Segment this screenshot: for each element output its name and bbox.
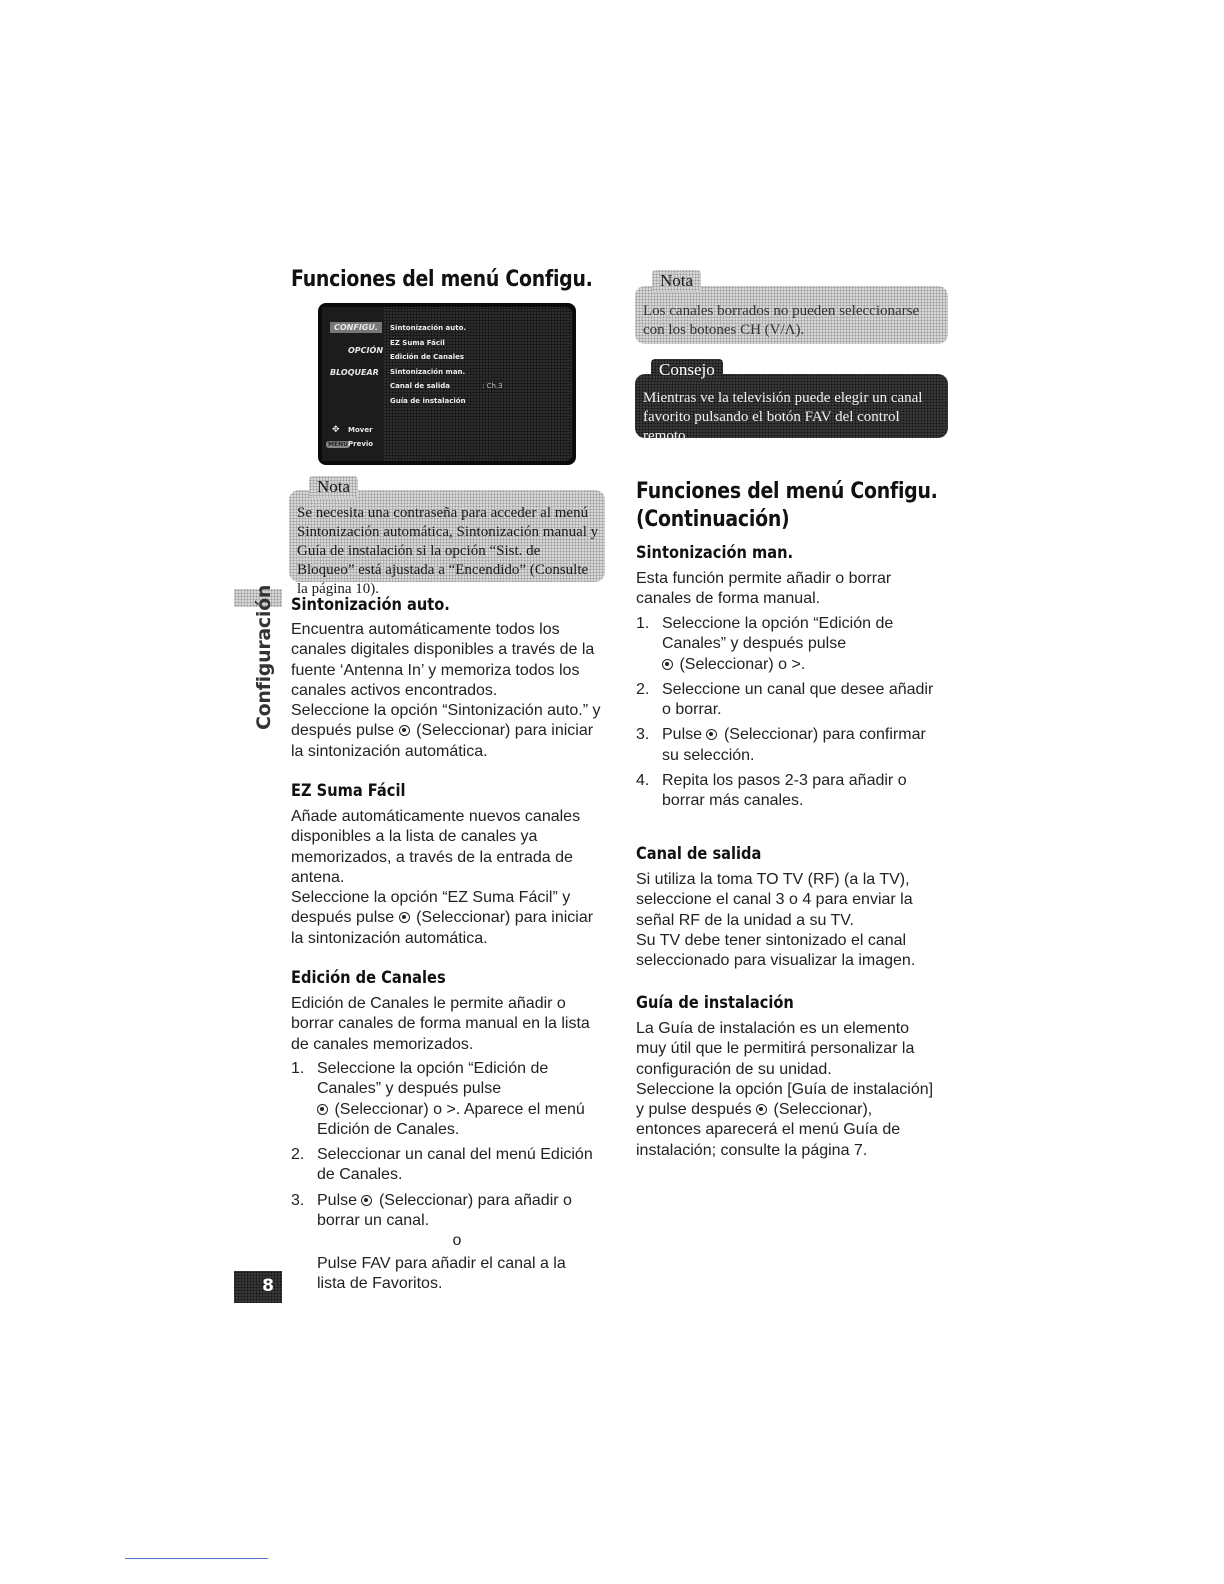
install-guide-heading: Guía de instalación <box>636 993 794 1013</box>
note-text-right: Los canales borrados no pueden seleccionarse con los botones CH (V/Λ). <box>643 303 920 338</box>
select-button-icon <box>756 1104 767 1115</box>
channel-edit-heading: Edición de Canales <box>291 968 446 988</box>
osd-menu-item: Edición de Canales <box>390 353 465 362</box>
auto-tuning-heading: Sintonización auto. <box>291 595 450 615</box>
list-item: 3. Pulse (Seleccionar) para confirmar su selección. <box>636 726 926 764</box>
tip-tag: Consejo <box>651 359 723 381</box>
output-channel-text: Si utiliza la toma TO TV (RF) (a la TV), seleccione el canal 3 o 4 para enviar la señal RF de la unidad a su TV. Su TV debe tener sintonizado el canal seleccionado para visualizar la imagen. <box>636 871 916 970</box>
move-icon: ✥ <box>332 425 340 435</box>
osd-menu-item: EZ Suma Fácil <box>390 338 445 347</box>
osd-menu-list <box>390 321 466 409</box>
select-button-icon <box>361 1195 372 1206</box>
section-side-label: Configuración <box>253 584 275 730</box>
list-item: 1. Seleccione la opción “Edición de Canales” y después pulse (Seleccionar) o >. Aparece el menú Edición de Canales. <box>291 1060 585 1138</box>
channel-edit-steps <box>291 1059 603 1299</box>
osd-tab-configu: CONFIGU. <box>330 322 382 333</box>
osd-prev-label: Previo <box>348 440 374 448</box>
note-tag-right: Nota <box>652 270 701 292</box>
osd-menu-item: Sintonización auto. <box>390 324 467 332</box>
ez-add-text: Añade automáticamente nuevos canales disponibles a la lista de canales ya memorizados, a través de la entrada de antena. Seleccione la opción “EZ Suma Fácil” y después pulse (Seleccionar) para iniciar la sintonización automática. <box>291 808 594 947</box>
osd-menu-item: Canal de salida <box>390 382 451 391</box>
select-button-icon <box>399 912 410 923</box>
page-title: Funciones del menú Configu. <box>291 267 593 292</box>
select-button-icon <box>662 659 673 670</box>
osd-menu-item: Sintonización man. <box>390 367 466 376</box>
osd-tab-opcion: OPCIÓN <box>348 346 384 355</box>
footer-rule <box>125 1558 268 1559</box>
tip-text: Mientras ve la televisión puede elegir un canal favorito pulsando el botón FAV del control remoto. <box>643 390 923 444</box>
note-tag: Nota <box>309 476 358 498</box>
osd-menu-screenshot <box>318 303 576 465</box>
manual-tuning-text: Esta función permite añadir o borrar canales de forma manual. <box>636 570 892 608</box>
install-guide-text: La Guía de instalación es un elemento muy útil que le permitirá personalizar la configuración de su unidad. Seleccione la opción [Guía de instalación] y pulse después (Seleccionar), entonces aparecerá el menú Guía de instalación; consulte la página 7. <box>636 1020 934 1159</box>
osd-move-label: Mover <box>348 426 373 434</box>
list-item: 2. Seleccione un canal que desee añadir o borrar. <box>636 680 934 719</box>
manual-tuning-steps <box>636 614 946 817</box>
list-item: 1. Seleccione la opción “Edición de Canales” y después pulse (Seleccionar) o >. <box>636 615 894 673</box>
channel-edit-text: Edición de Canales le permite añadir o borrar canales de forma manual en la lista de canales memorizados. <box>291 995 590 1053</box>
fav-text: Pulse FAV para añadir el canal a la lista de Favoritos. <box>317 1254 566 1292</box>
list-item: 2. Seleccionar un canal del menú Edición de Canales. <box>291 1146 593 1184</box>
osd-menu-value: : Ch.3 <box>482 382 503 390</box>
select-button-icon <box>317 1104 328 1115</box>
menu-button-icon: MENU <box>328 441 348 448</box>
select-button-icon <box>399 725 410 736</box>
select-button-icon <box>706 729 717 740</box>
page-number-badge: 8 <box>234 1271 282 1303</box>
ez-add-heading: EZ Suma Fácil <box>291 781 406 801</box>
manual-tuning-heading: Sintonización man. <box>636 543 794 563</box>
section-title-continued: Funciones del menú Configu. (Continuación) <box>636 479 938 532</box>
list-item: 3. Pulse (Seleccionar) para añadir o borrar un canal. o Pulse FAV para añadir el canal a la lista de Favoritos. <box>291 1191 603 1294</box>
auto-tuning-text: Encuentra automáticamente todos los canales digitales disponibles a través de la fuente ‘Antenna In’ y memoriza todos los canales activos encontrados. Seleccione la opción “Sintonización auto.” y después pulse (Seleccionar) para iniciar la sintonización automática. <box>291 621 601 760</box>
osd-menu-item: Guía de instalación <box>390 396 466 405</box>
osd-tab-bloquear: BLOQUEAR <box>330 368 379 377</box>
or-text: o <box>452 1232 462 1250</box>
output-channel-heading: Canal de salida <box>636 844 762 864</box>
note-text: Se necesita una contraseña para acceder al menú Sintonización automática, Sintonización manual y Guía de instalación si la opción “Sist. de Bloqueo” está ajustada a “Encendido” (Consulte la página 10). <box>297 505 599 597</box>
list-item: 4. Repita los pasos 2-3 para añadir o borrar más canales. <box>636 772 907 810</box>
